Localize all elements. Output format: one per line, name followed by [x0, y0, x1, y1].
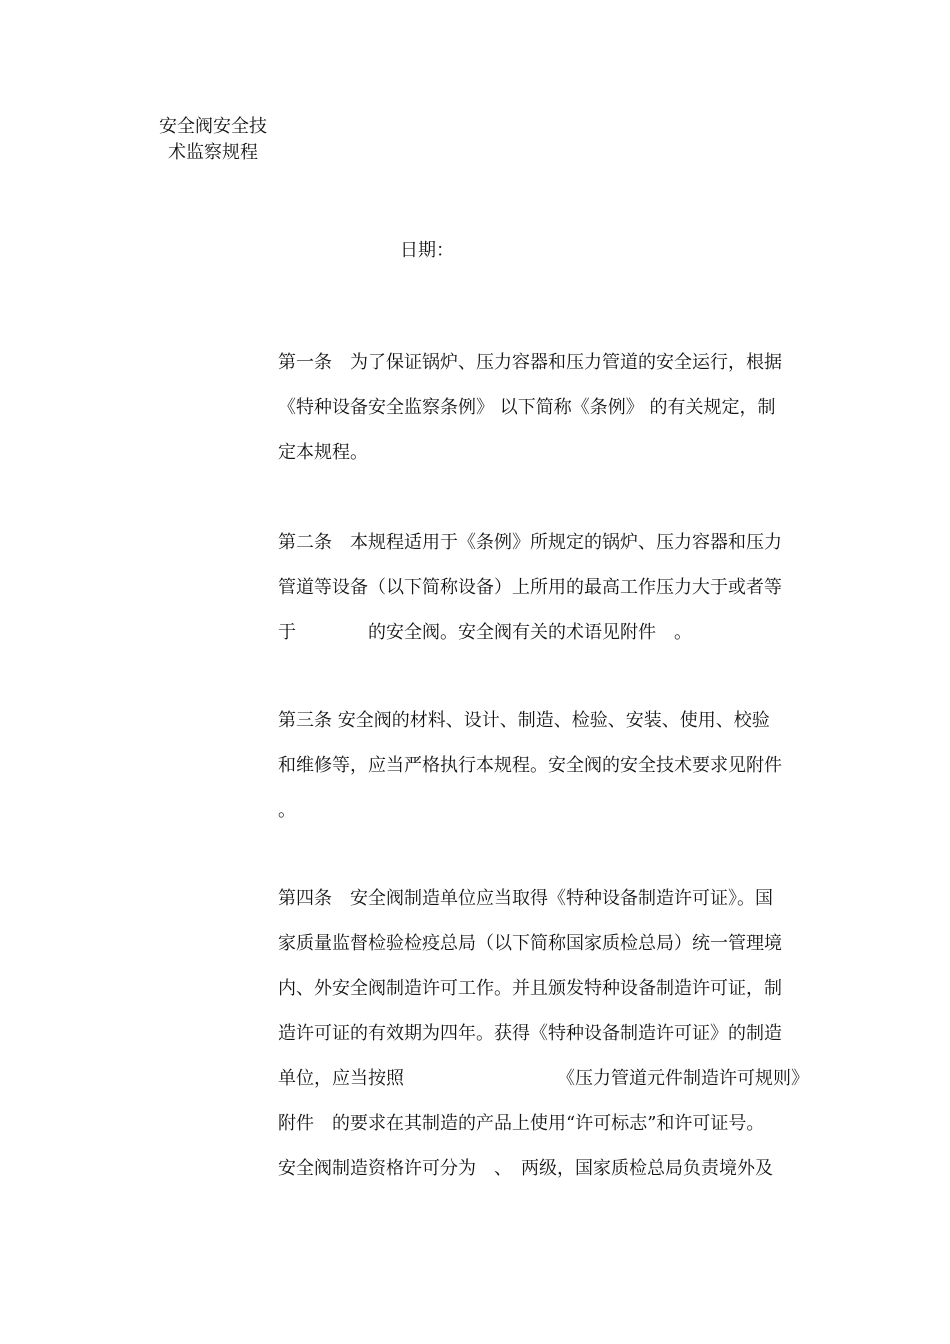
article-line: 。 [278, 800, 296, 821]
article-line: 内、外安全阀制造许可工作。并且颁发特种设备制造许可证，制 [278, 978, 782, 999]
article-line: 附件 的要求在其制造的产品上使用“许可标志”和许可证号。 [278, 1113, 765, 1134]
title-line: 术监察规程 [168, 142, 258, 163]
article-4 [278, 876, 808, 1191]
article-line: 家质量监督检验检疫总局（以下简称国家质检总局）统一管理境 [278, 933, 782, 954]
article-3 [278, 698, 808, 833]
article-line: 第四条 安全阀制造单位应当取得《特种设备制造许可证》。国 [278, 888, 773, 909]
article-line: 单位，应当按照 《压力管道元件制造许可规则》 [278, 1068, 809, 1089]
article-line: 《特种设备安全监察条例》 以下简称《条例》 的有关规定，制 [278, 397, 776, 418]
article-line: 于 的安全阀。安全阀有关的术语见附件 。 [278, 622, 692, 643]
article-line: 定本规程。 [278, 442, 368, 463]
article-line: 和维修等，应当严格执行本规程。安全阀的安全技术要求见附件 [278, 755, 782, 776]
article-1 [278, 340, 808, 475]
article-2 [278, 520, 808, 655]
article-line: 第一条 为了保证锅炉、压力容器和压力管道的安全运行，根据 [278, 352, 782, 373]
date-label: 日期： [400, 240, 454, 261]
article-line: 管道等设备（以下简称设备）上所用的最高工作压力大于或者等 [278, 577, 782, 598]
article-line: 第二条 本规程适用于《条例》所规定的锅炉、压力容器和压力 [278, 532, 782, 553]
article-line: 第三条 安全阀的材料、设计、制造、检验、安装、使用、校验 [278, 710, 770, 731]
article-line: 安全阀制造资格许可分为 、 两级，国家质检总局负责境外及 [278, 1158, 773, 1179]
article-line: 造许可证的有效期为四年。获得《特种设备制造许可证》的制造 [278, 1023, 782, 1044]
document-title [148, 114, 278, 166]
title-line: 安全阀安全技 [159, 116, 267, 137]
